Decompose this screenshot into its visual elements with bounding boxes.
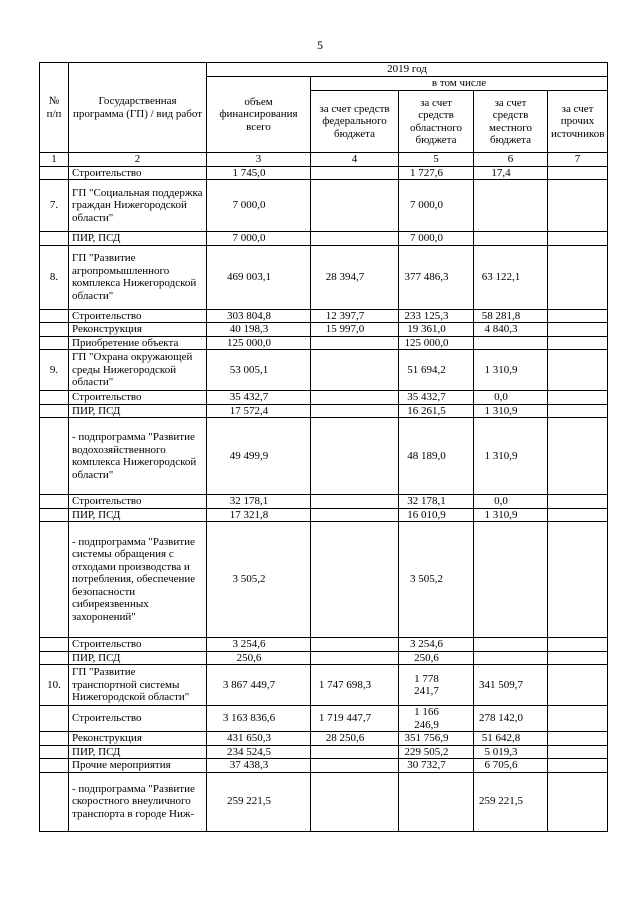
table-row [40, 706, 608, 732]
row-local: 1 310,9 [474, 508, 548, 522]
table-row [40, 418, 608, 495]
row-number [40, 336, 69, 350]
row-other [548, 166, 608, 180]
row-number [40, 732, 69, 746]
row-number: 7. [40, 180, 69, 232]
row-other [548, 732, 608, 746]
row-number: 10. [40, 665, 69, 706]
row-total: 17 572,4 [207, 404, 311, 418]
row-other [548, 508, 608, 522]
row-total: 1 745,0 [207, 166, 311, 180]
row-regional: 233 125,3 [399, 309, 474, 323]
row-federal [311, 350, 399, 391]
row-regional: 35 432,7 [399, 391, 474, 405]
row-regional: 125 000,0 [399, 336, 474, 350]
table-row [40, 745, 608, 759]
row-number [40, 404, 69, 418]
row-local: 1 310,9 [474, 418, 548, 495]
row-number [40, 508, 69, 522]
row-federal [311, 508, 399, 522]
header-num: № п/п [40, 63, 69, 153]
row-regional: 1 727,6 [399, 166, 474, 180]
row-regional: 3 254,6 [399, 638, 474, 652]
row-regional: 16 261,5 [399, 404, 474, 418]
row-local [474, 232, 548, 246]
row-total: 17 321,8 [207, 508, 311, 522]
row-name: Строительство [69, 706, 207, 732]
row-other [548, 745, 608, 759]
row-number: 8. [40, 245, 69, 309]
row-local: 58 281,8 [474, 309, 548, 323]
row-total: 32 178,1 [207, 495, 311, 509]
row-name: ГП "Развитие агропромышленного комплекса Нижегородской области" [69, 245, 207, 309]
header-program: Государственная программа (ГП) / вид работ [69, 63, 207, 153]
row-regional: 16 010,9 [399, 508, 474, 522]
table-row [40, 759, 608, 773]
row-federal [311, 336, 399, 350]
row-local: 63 122,1 [474, 245, 548, 309]
row-number [40, 651, 69, 665]
row-name: ПИР, ПСД [69, 745, 207, 759]
table-row [40, 495, 608, 509]
table-row [40, 336, 608, 350]
row-total: 3 254,6 [207, 638, 311, 652]
row-local: 0,0 [474, 495, 548, 509]
row-name: Строительство [69, 166, 207, 180]
row-local [474, 336, 548, 350]
row-total: 53 005,1 [207, 350, 311, 391]
index-cell: 1 [40, 153, 69, 167]
row-name: Строительство [69, 391, 207, 405]
row-federal [311, 745, 399, 759]
row-number [40, 759, 69, 773]
row-name: ПИР, ПСД [69, 651, 207, 665]
row-regional: 377 486,3 [399, 245, 474, 309]
row-total: 49 499,9 [207, 418, 311, 495]
row-federal: 28 394,7 [311, 245, 399, 309]
row-regional: 1 166 246,9 [399, 706, 474, 732]
row-number [40, 772, 69, 831]
row-federal: 28 250,6 [311, 732, 399, 746]
row-regional: 250,6 [399, 651, 474, 665]
row-name: Строительство [69, 495, 207, 509]
row-other [548, 180, 608, 232]
row-other [548, 309, 608, 323]
row-number [40, 418, 69, 495]
row-regional: 3 505,2 [399, 522, 474, 638]
row-other [548, 418, 608, 495]
row-name: Реконструкция [69, 732, 207, 746]
row-name: ПИР, ПСД [69, 232, 207, 246]
row-regional: 351 756,9 [399, 732, 474, 746]
table-row [40, 638, 608, 652]
table-row [40, 232, 608, 246]
table-row [40, 391, 608, 405]
row-number [40, 391, 69, 405]
index-cell: 2 [69, 153, 207, 167]
row-regional: 30 732,7 [399, 759, 474, 773]
row-total: 303 804,8 [207, 309, 311, 323]
row-name: Прочие мероприятия [69, 759, 207, 773]
row-federal [311, 232, 399, 246]
table-row [40, 508, 608, 522]
row-other [548, 638, 608, 652]
row-number: 9. [40, 350, 69, 391]
row-federal [311, 404, 399, 418]
row-number [40, 166, 69, 180]
row-federal [311, 772, 399, 831]
header-other: за счет прочих источников [548, 91, 608, 153]
row-other [548, 232, 608, 246]
table-row [40, 651, 608, 665]
row-number [40, 706, 69, 732]
index-cell: 7 [548, 153, 608, 167]
index-cell: 4 [311, 153, 399, 167]
row-regional: 1 778 241,7 [399, 665, 474, 706]
row-federal [311, 495, 399, 509]
row-local: 4 840,3 [474, 323, 548, 337]
row-name: Приобретение объекта [69, 336, 207, 350]
row-name: Строительство [69, 638, 207, 652]
row-total: 37 438,3 [207, 759, 311, 773]
row-local: 0,0 [474, 391, 548, 405]
table-row [40, 166, 608, 180]
row-other [548, 336, 608, 350]
row-number [40, 495, 69, 509]
financing-table [39, 62, 608, 832]
index-cell: 3 [207, 153, 311, 167]
table-row [40, 309, 608, 323]
row-other [548, 651, 608, 665]
row-other [548, 391, 608, 405]
row-federal [311, 638, 399, 652]
row-other [548, 759, 608, 773]
table-row [40, 665, 608, 706]
row-other [548, 495, 608, 509]
row-regional: 7 000,0 [399, 180, 474, 232]
row-local: 341 509,7 [474, 665, 548, 706]
row-local: 278 142,0 [474, 706, 548, 732]
row-local [474, 180, 548, 232]
table-row [40, 404, 608, 418]
row-other [548, 350, 608, 391]
row-total: 3 505,2 [207, 522, 311, 638]
row-total: 3 163 836,6 [207, 706, 311, 732]
row-name: ГП "Развитие транспортной системы Нижегородской области" [69, 665, 207, 706]
row-other [548, 522, 608, 638]
row-regional: 32 178,1 [399, 495, 474, 509]
row-local [474, 522, 548, 638]
row-federal [311, 522, 399, 638]
row-number [40, 522, 69, 638]
row-other [548, 665, 608, 706]
row-total: 7 000,0 [207, 232, 311, 246]
row-federal [311, 759, 399, 773]
table-row [40, 732, 608, 746]
row-federal [311, 391, 399, 405]
row-local: 51 642,8 [474, 732, 548, 746]
row-name: - подпрограмма "Развитие водохозяйственного комплекса Нижегородской области" [69, 418, 207, 495]
row-total: 259 221,5 [207, 772, 311, 831]
row-local: 17,4 [474, 166, 548, 180]
row-federal [311, 180, 399, 232]
row-name: ПИР, ПСД [69, 404, 207, 418]
row-total: 7 000,0 [207, 180, 311, 232]
row-number [40, 232, 69, 246]
row-other [548, 772, 608, 831]
row-regional: 19 361,0 [399, 323, 474, 337]
row-name: Реконструкция [69, 323, 207, 337]
row-federal [311, 166, 399, 180]
row-local [474, 651, 548, 665]
row-number [40, 323, 69, 337]
row-federal [311, 418, 399, 495]
row-name: Строительство [69, 309, 207, 323]
column-index-row [40, 153, 608, 167]
index-cell: 6 [474, 153, 548, 167]
row-federal: 12 397,7 [311, 309, 399, 323]
row-regional [399, 772, 474, 831]
header-total: объем финансирования всего [207, 77, 311, 153]
row-federal: 15 997,0 [311, 323, 399, 337]
row-federal: 1 747 698,3 [311, 665, 399, 706]
row-local [474, 638, 548, 652]
row-other [548, 404, 608, 418]
row-local: 259 221,5 [474, 772, 548, 831]
table-row [40, 180, 608, 232]
table-row [40, 350, 608, 391]
row-number [40, 745, 69, 759]
row-name: - подпрограмма "Развитие системы обращения с отходами производства и потребления, обеспечение безопасности сибиреязвенных захоронений" [69, 522, 207, 638]
header-year: 2019 год [207, 63, 608, 77]
row-name: ГП "Социальная поддержка граждан Нижегородской области" [69, 180, 207, 232]
row-total: 234 524,5 [207, 745, 311, 759]
row-federal [311, 651, 399, 665]
table-row [40, 323, 608, 337]
table-row [40, 522, 608, 638]
row-name: ГП "Охрана окружающей среды Нижегородской области" [69, 350, 207, 391]
row-total: 125 000,0 [207, 336, 311, 350]
header-federal: за счет средств федерального бюджета [311, 91, 399, 153]
row-regional: 7 000,0 [399, 232, 474, 246]
index-cell: 5 [399, 153, 474, 167]
row-number [40, 309, 69, 323]
row-local: 6 705,6 [474, 759, 548, 773]
header-regional: за счет средств областного бюджета [399, 91, 474, 153]
row-total: 250,6 [207, 651, 311, 665]
row-other [548, 706, 608, 732]
row-total: 3 867 449,7 [207, 665, 311, 706]
row-number [40, 638, 69, 652]
row-total: 431 650,3 [207, 732, 311, 746]
row-name: ПИР, ПСД [69, 508, 207, 522]
row-local: 1 310,9 [474, 350, 548, 391]
row-local: 1 310,9 [474, 404, 548, 418]
row-other [548, 245, 608, 309]
page-number: 5 [317, 38, 323, 52]
row-regional: 48 189,0 [399, 418, 474, 495]
table-row [40, 772, 608, 831]
header-local: за счет средств местного бюджета [474, 91, 548, 153]
row-regional: 51 694,2 [399, 350, 474, 391]
row-federal: 1 719 447,7 [311, 706, 399, 732]
row-other [548, 323, 608, 337]
table-row [40, 245, 608, 309]
row-total: 35 432,7 [207, 391, 311, 405]
header-in-that: в том числе [311, 77, 608, 91]
row-name: - подпрограмма "Развитие скоростного внеуличного транспорта в городе Ниж- [69, 772, 207, 831]
row-regional: 229 505,2 [399, 745, 474, 759]
row-total: 40 198,3 [207, 323, 311, 337]
row-total: 469 003,1 [207, 245, 311, 309]
row-local: 5 019,3 [474, 745, 548, 759]
